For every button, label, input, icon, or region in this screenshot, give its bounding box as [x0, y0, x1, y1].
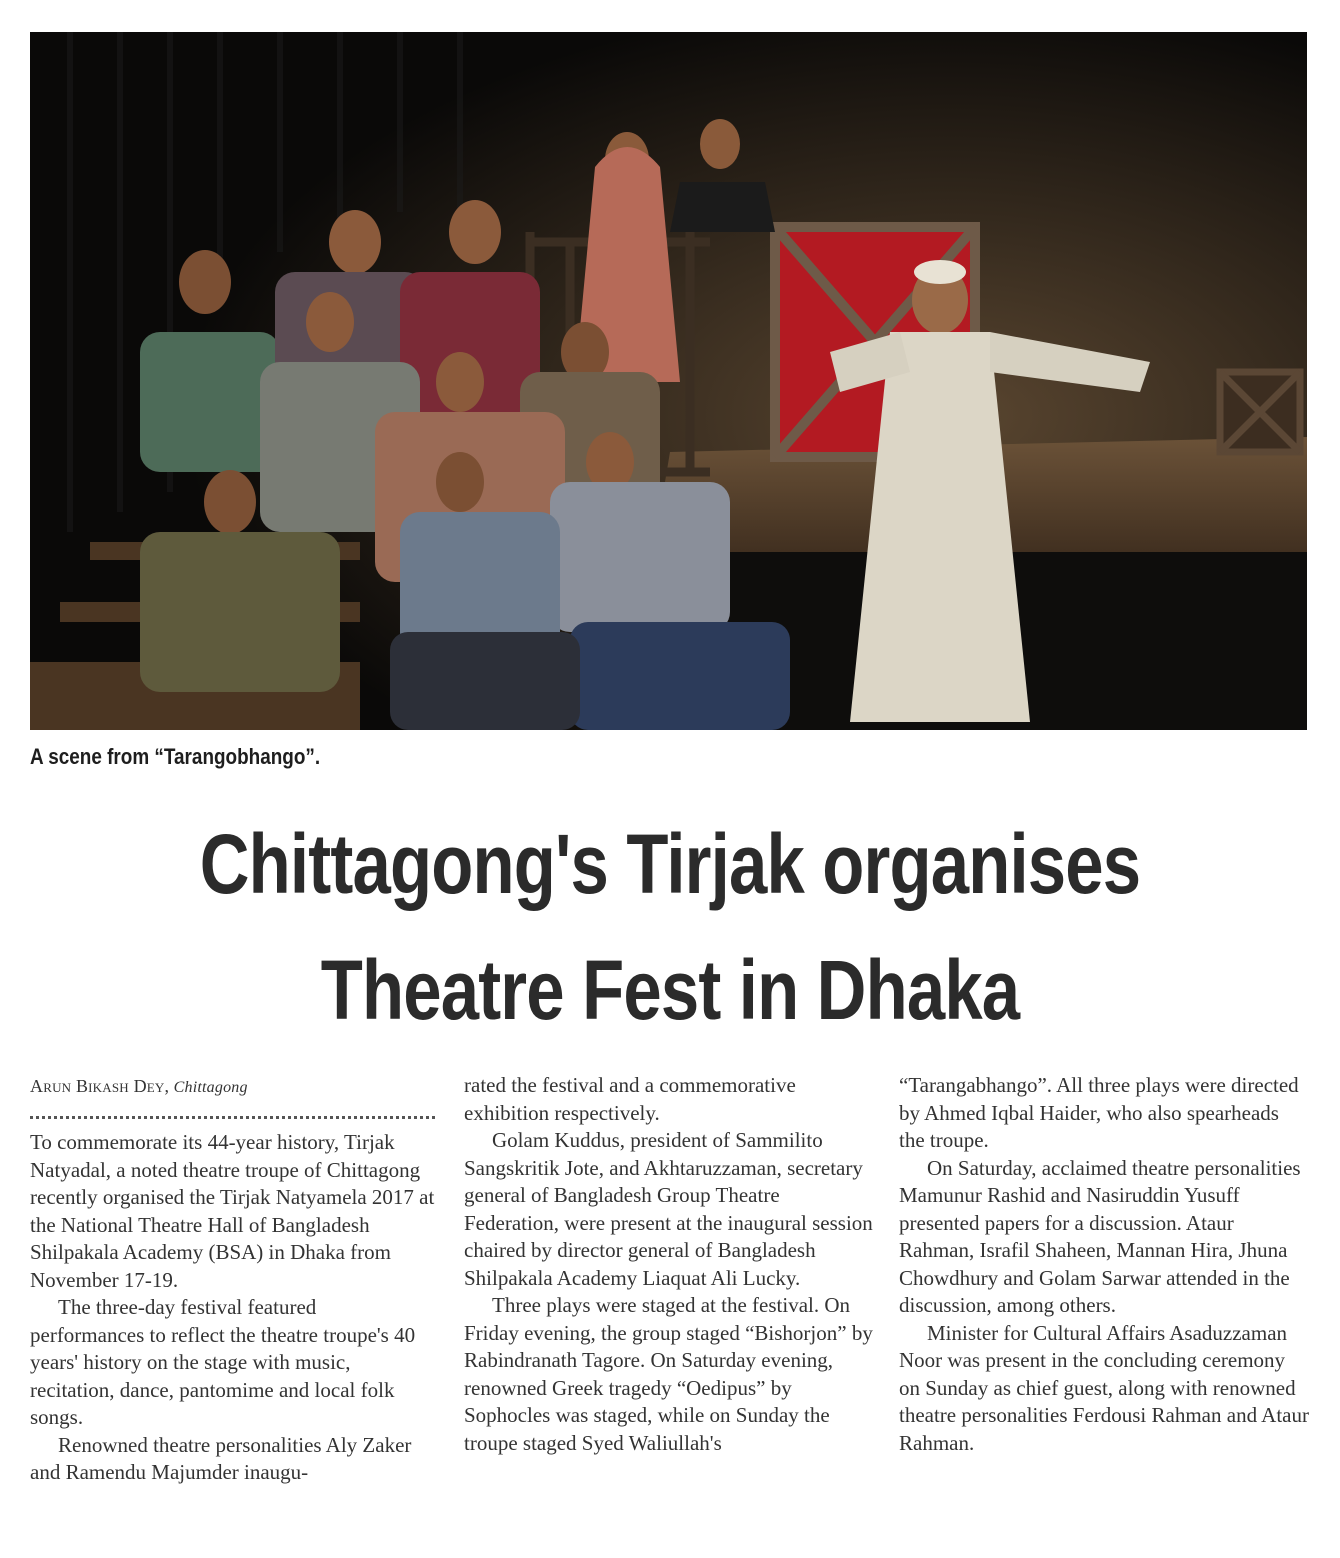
headline-text-1: Chittagong's Tirjak organises — [199, 817, 1141, 911]
byline — [30, 1072, 435, 1102]
paragraph: To commemorate its 44-year history, Tirjak Natyadal, a noted theatre troupe of Chittagong recently organised the Tirjak Natyamela 2017 at the National Theatre Hall of Bangladesh Shilpakala Academy (BSA) in Dhaka from November 17-19. — [30, 1130, 435, 1292]
article-column-1 — [30, 1072, 435, 1487]
paragraph: “Tarangabhango”. All three plays were directed by Ahmed Iqbal Haider, who also spearheads the troupe. — [899, 1073, 1299, 1152]
paragraph: Renowned theatre personalities Aly Zaker and Ramendu Majumder inaugu- — [30, 1432, 412, 1484]
headline-line-1 — [0, 808, 1340, 920]
theatre-scene-image — [30, 32, 1307, 730]
article-column-2 — [464, 1072, 876, 1457]
paragraph: rated the festival and a commemorative exhibition respectively. — [464, 1073, 796, 1125]
photo-caption: A scene from “Tarangobhango”. — [30, 744, 321, 769]
headline-line-2 — [0, 934, 1340, 1046]
paragraph: The three-day festival featured performances to reflect the theatre troupe's 40 years' history on the stage with music, recitation, dance, pantomime and local folk songs. — [30, 1295, 416, 1429]
article-photo — [30, 32, 1307, 730]
article-column-3 — [899, 1072, 1309, 1457]
paragraph: On Saturday, acclaimed theatre personalities Mamunur Rashid and Nasiruddin Yusuff presented papers for a discussion. Ataur Rahman, Israfil Shaheen, Mannan Hira, Jhuna Chowdhury and Golam Sarwar attended in the discussion, among others. — [899, 1155, 1301, 1317]
byline-location: Chittagong — [173, 1079, 248, 1096]
headline-text-2: Theatre Fest in Dhaka — [320, 943, 1020, 1037]
paragraph: Golam Kuddus, president of Sammilito Sangskritik Jote, and Akhtaruzzaman, secretary general of Bangladesh Group Theatre Federation, were present at the inaugural session chaired by director general of Bangladesh Shilpakala Academy Liaquat Ali Lucky. — [464, 1128, 873, 1290]
byline-divider — [30, 1110, 435, 1119]
byline-author: Arun Bikash Dey, — [30, 1076, 170, 1096]
paragraph: Three plays were staged at the festival. On Friday evening, the group staged “Bishorjon” by Rabindranath Tagore. On Saturday evening, renowned Greek tragedy “Oedipus” by Sophocles was staged, while on Sunday the troupe staged Syed Waliullah's — [464, 1293, 873, 1455]
paragraph: Minister for Cultural Affairs Asaduzzaman Noor was present in the concluding ceremony on Sunday as chief guest, along with renowned theatre personalities Ferdousi Rahman and Ataur Rahman. — [899, 1320, 1309, 1455]
